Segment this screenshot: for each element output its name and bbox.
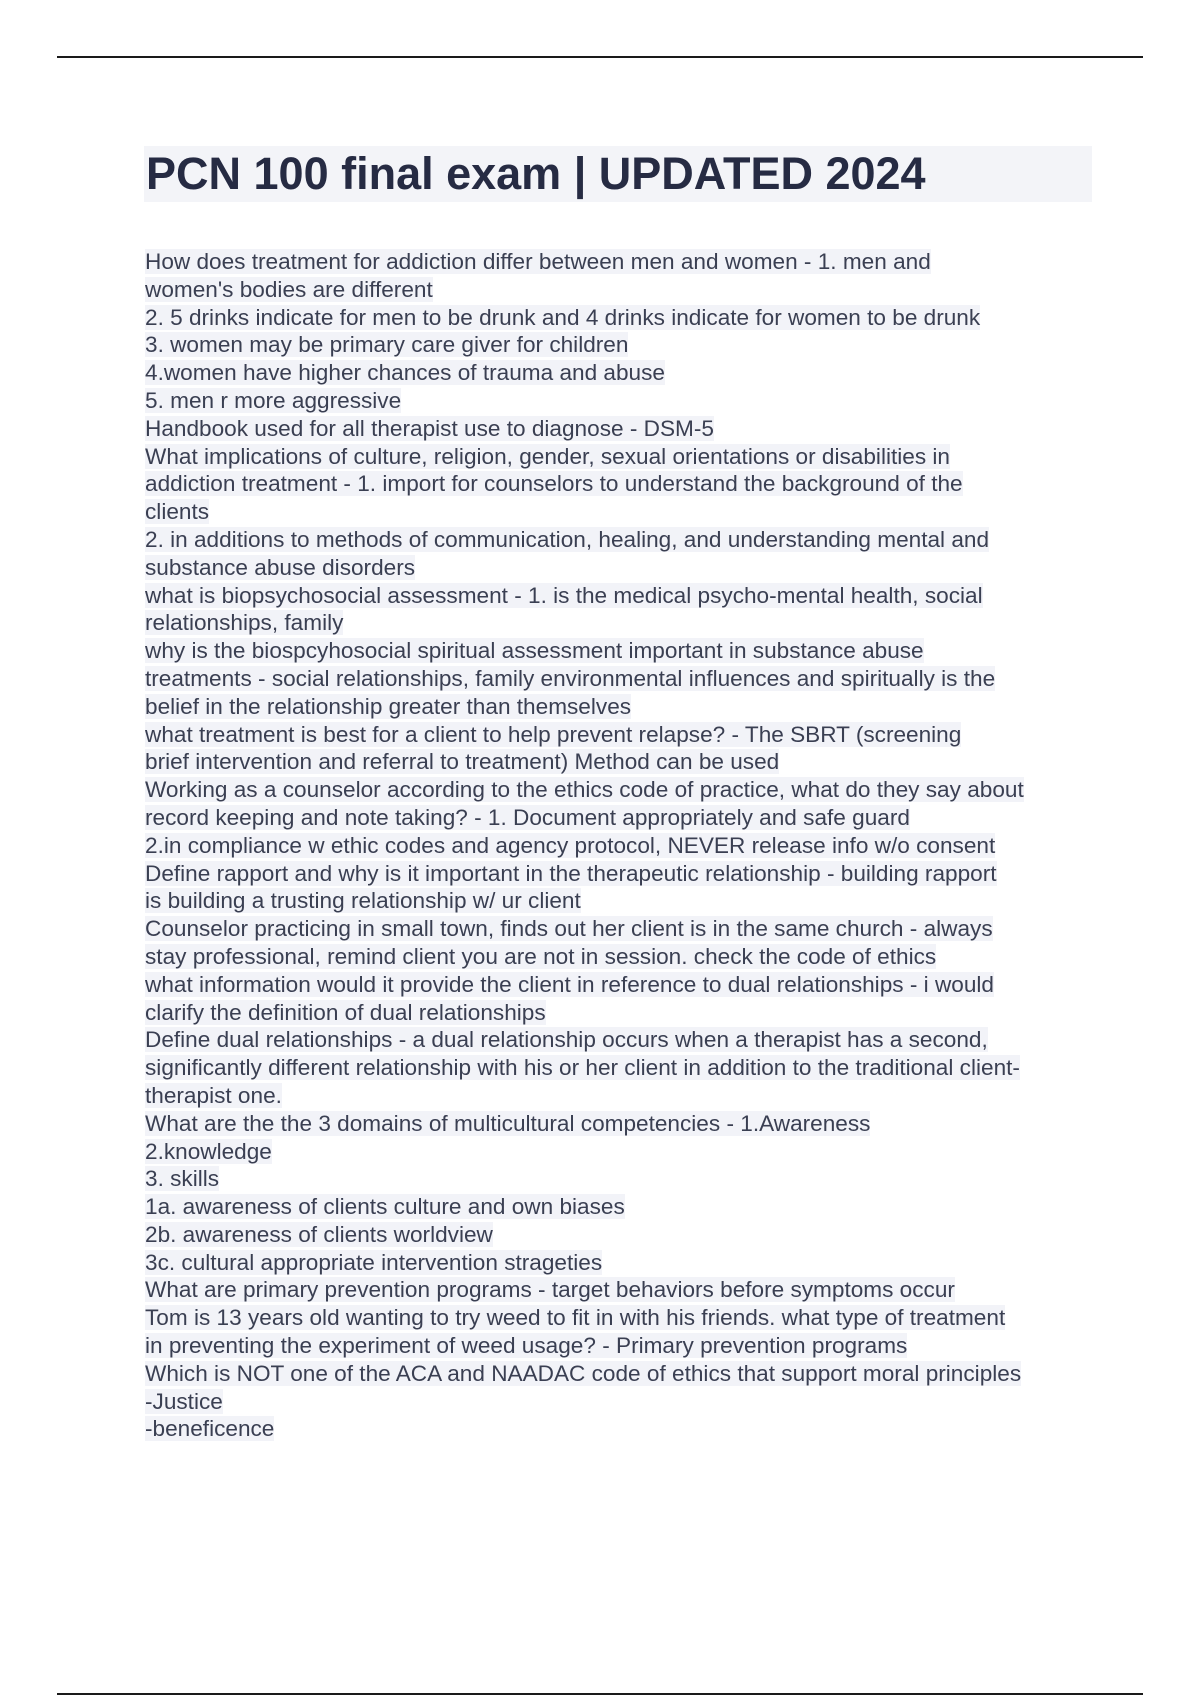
text-line [145,1304,1095,1332]
text-line [145,609,1095,637]
text-line [145,1415,1095,1443]
text-line-content: 2. in additions to methods of communication, healing, and understanding mental and [145,526,990,552]
text-line [145,971,1095,999]
text-line-content: belief in the relationship greater than themselves [145,693,632,719]
text-line-content: is building a trusting relationship w/ ur client [145,888,581,914]
text-line [145,554,1095,582]
text-line [145,582,1095,610]
text-line-content: What are primary prevention programs - target behaviors before symptoms occur [145,1277,955,1303]
text-line [145,943,1095,971]
bottom-rule [57,1693,1143,1695]
text-line [145,526,1095,554]
text-line-content: stay professional, remind client you are not in session. check the code of ethics [145,943,937,969]
text-line [145,304,1095,332]
text-line [145,1360,1095,1388]
text-line [145,693,1095,721]
text-line [145,470,1095,498]
text-line-content: record keeping and note taking? - 1. Document appropriately and safe guard [145,804,910,830]
text-line-content: why is the biospcyhosocial spiritual assessment important in substance abuse [145,638,924,664]
text-line [145,1249,1095,1277]
text-line-content: Tom is 13 years old wanting to try weed to fit in with his friends. what type of treatment [145,1305,1006,1331]
text-line [145,721,1095,749]
text-line [145,748,1095,776]
text-line [145,1054,1095,1082]
text-line-content: what treatment is best for a client to help prevent relapse? - The SBRT (screening [145,721,962,747]
text-line-content: treatments - social relationships, family environmental influences and spiritually is the [145,665,996,691]
text-line-content: -beneficence [145,1416,275,1442]
text-line-content: clarify the definition of dual relationships [145,999,546,1025]
text-line-content: Working as a counselor according to the ethics code of practice, what do they say about [145,777,1024,803]
text-line [145,1082,1095,1110]
text-line [145,1332,1095,1360]
text-line-content: What implications of culture, religion, gender, sexual orientations or disabilities in [145,443,951,469]
text-line [145,359,1095,387]
text-line [145,1388,1095,1416]
text-line-content: 3. women may be primary care giver for children [145,332,629,358]
title-block [144,146,1092,202]
text-line-content: women's bodies are different [145,276,433,302]
text-line-content: 3c. cultural appropriate intervention strageties [145,1249,603,1275]
text-line-content: in preventing the experiment of weed usage? - Primary prevention programs [145,1333,908,1359]
text-line [145,248,1095,276]
text-line-content: what is biopsychosocial assessment - 1. is the medical psycho-mental health, social [145,582,983,608]
text-line [145,415,1095,443]
text-line-content: what information would it provide the client in reference to dual relationships - i would [145,971,994,997]
text-line [145,776,1095,804]
text-line [145,1221,1095,1249]
text-line-content: 4.women have higher chances of trauma and abuse [145,360,665,386]
text-line-content: Counselor practicing in small town, finds out her client is in the same church - always [145,916,993,942]
text-line-content: 1a. awareness of clients culture and own biases [145,1194,625,1220]
text-line [145,915,1095,943]
text-line [145,804,1095,832]
text-line [145,860,1095,888]
page-title: PCN 100 final exam | UPDATED 2024 [146,148,926,199]
text-line-content: brief intervention and referral to treatment) Method can be used [145,749,780,775]
text-line-content: 2.knowledge [145,1138,272,1164]
text-line-content: 2. 5 drinks indicate for men to be drunk and 4 drinks indicate for women to be drunk [145,304,981,330]
text-line [145,999,1095,1027]
text-line [145,276,1095,304]
text-line-content: substance abuse disorders [145,554,416,580]
text-line-content: addiction treatment - 1. import for counselors to understand the background of the [145,471,963,497]
text-line-content: 2.in compliance w ethic codes and agency protocol, NEVER release info w/o consent [145,832,996,858]
top-rule [57,56,1143,58]
text-line [145,387,1095,415]
text-line-content: therapist one. [145,1082,282,1108]
text-line-content: What are the the 3 domains of multicultural competencies - 1.Awareness [145,1110,871,1136]
text-line-content: How does treatment for addiction differ between men and women - 1. men and [145,249,931,274]
text-line-content: significantly different relationship with his or her client in addition to the traditional client- [145,1055,1020,1081]
text-line [145,498,1095,526]
text-line [145,1138,1095,1166]
text-line-content: Define dual relationships - a dual relationship occurs when a therapist has a second, [145,1027,988,1053]
text-line [145,637,1095,665]
text-line [145,887,1095,915]
text-line [145,1110,1095,1138]
text-line-content: 3. skills [145,1166,220,1192]
text-line-content: Handbook used for all therapist use to diagnose - DSM-5 [145,415,714,441]
text-line-content: relationships, family [145,610,344,636]
text-line-content: Define rapport and why is it important in the therapeutic relationship - building rapport [145,860,997,886]
text-line [145,1276,1095,1304]
text-line-content: Which is NOT one of the ACA and NAADAC code of ethics that support moral principles [145,1360,1022,1386]
text-line [145,1193,1095,1221]
text-line [145,1165,1095,1193]
text-line-content: 5. men r more aggressive [145,387,402,413]
text-line-content: -Justice [145,1388,223,1414]
text-line [145,331,1095,359]
text-line [145,832,1095,860]
document-body [145,248,1095,1443]
text-line [145,1026,1095,1054]
text-line [145,443,1095,471]
text-line [145,665,1095,693]
text-line-content: 2b. awareness of clients worldview [145,1221,493,1247]
text-line-content: clients [145,499,210,525]
